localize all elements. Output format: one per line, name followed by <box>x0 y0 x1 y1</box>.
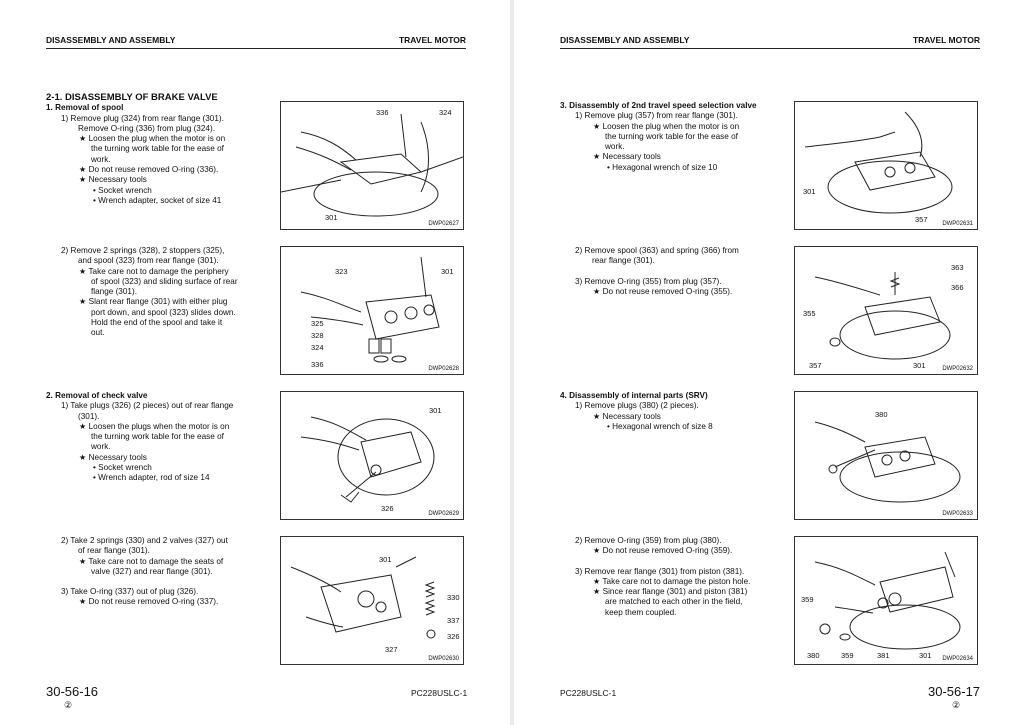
step-text-srv <box>560 391 782 432</box>
tool-line: • Socket wrench <box>93 185 152 195</box>
part-label: 323 <box>335 267 348 276</box>
note-line: ★ Necessary tools <box>79 452 147 462</box>
note-line: ★ Slant rear flange (301) with either plug <box>79 297 228 307</box>
step-line: 1) Remove plugs (380) (2 pieces). <box>575 401 699 411</box>
note-line: ★ Loosen the plugs when the motor is on <box>79 421 230 431</box>
note-line: ★ Take care not to damage the periphery <box>79 266 229 276</box>
figure-code: DWP02628 <box>428 366 459 372</box>
part-label: 363 <box>951 263 964 272</box>
figure-code: DWP02629 <box>428 511 459 517</box>
step-line: 3) Take O-ring (337) out of plug (326). <box>61 587 199 597</box>
note-line: ★ Take care not to damage the seats of <box>79 556 224 566</box>
step-text-spool-spring <box>560 246 782 297</box>
part-label: 301 <box>429 406 442 415</box>
subsection-heading: 3. Disassembly of 2nd travel speed selection valve <box>560 101 757 110</box>
part-label: 326 <box>447 632 460 641</box>
part-label: 381 <box>877 651 890 660</box>
part-label: 324 <box>439 108 452 117</box>
revision-mark: ② <box>952 700 961 710</box>
part-label: 336 <box>311 360 324 369</box>
note-line: ★ Loosen the plug when the motor is on <box>593 121 740 131</box>
illustration <box>795 102 977 229</box>
tool-line: • Hexagonal wrench of size 10 <box>607 162 718 172</box>
note-line: of spool (323) and sliding surface of rear <box>91 276 238 286</box>
tool-line: • Hexagonal wrench of size 8 <box>607 421 713 431</box>
step-line: (301). <box>78 411 100 421</box>
illustration <box>281 102 463 229</box>
illustration <box>795 247 977 374</box>
note-line: port down, and spool (323) slides down. <box>91 307 236 317</box>
header-section-title: DISASSEMBLY AND ASSEMBLY <box>560 35 690 45</box>
part-label: 301 <box>919 651 932 660</box>
part-label: 301 <box>803 187 816 196</box>
step-text-check-valve <box>46 391 268 484</box>
note-line: ★ Necessary tools <box>79 175 147 185</box>
figure-dwp02627 <box>280 101 464 230</box>
step-line: of rear flange (301). <box>78 546 150 556</box>
note-line: valve (327) and rear flange (301). <box>91 566 213 576</box>
step-text-speed-valve <box>560 101 782 173</box>
part-label: 301 <box>379 555 392 564</box>
model-code: PC228USLC-1 <box>560 688 617 698</box>
note-line: ★ Do not reuse removed O-ring (359). <box>593 546 733 556</box>
subsection-heading: 4. Disassembly of internal parts (SRV) <box>560 391 708 400</box>
note-line: ★ Necessary tools <box>593 411 661 421</box>
note-line: ★ Since rear flange (301) and piston (381) <box>593 587 748 597</box>
part-label: 301 <box>913 361 926 370</box>
step-line: rear flange (301). <box>592 256 655 266</box>
part-label: 359 <box>841 651 854 660</box>
step-line: 2) Take 2 springs (330) and 2 valves (327) out <box>61 536 228 545</box>
figure-dwp02633 <box>794 391 978 520</box>
step-line: 1) Remove plug (324) from rear flange (301). <box>61 113 224 123</box>
note-line: ★ Necessary tools <box>593 152 661 162</box>
step-text-rear-flange <box>560 536 782 618</box>
page-number: 30-56-17 <box>928 684 981 699</box>
figure-code: DWP02633 <box>942 511 973 517</box>
part-label: 324 <box>311 343 324 352</box>
illustration <box>795 537 977 664</box>
figure-dwp02634 <box>794 536 978 665</box>
part-label: 355 <box>803 309 816 318</box>
tool-line: • Socket wrench <box>93 463 152 473</box>
section-heading: 2-1. DISASSEMBLY OF BRAKE VALVE <box>46 92 218 103</box>
note-line: flange (301). <box>91 287 137 297</box>
note-line: the turning work table for the ease of <box>91 144 224 154</box>
part-label: 380 <box>875 410 888 419</box>
step-line: 2) Remove spool (363) and spring (366) from <box>575 246 739 255</box>
page-header <box>46 34 466 49</box>
step-text-spool <box>46 246 268 339</box>
part-label: 301 <box>441 267 454 276</box>
page-header <box>560 34 980 49</box>
figure-dwp02628 <box>280 246 464 375</box>
part-label: 328 <box>311 331 324 340</box>
part-label: 359 <box>801 595 814 604</box>
step-line: 3) Remove O-ring (355) from plug (357). <box>575 276 722 286</box>
left-page <box>0 0 510 725</box>
note-line: ★ Do not reuse removed O-ring (337). <box>79 597 219 607</box>
subsection-heading: 2. Removal of check valve <box>46 391 148 400</box>
step-text-brake-valve <box>46 93 268 206</box>
step-line: 2) Remove 2 springs (328), 2 stoppers (325), <box>61 246 225 255</box>
right-page <box>514 0 1024 725</box>
step-line: 2) Remove O-ring (359) from plug (380). <box>575 536 722 545</box>
figure-code: DWP02630 <box>428 656 459 662</box>
figure-dwp02629 <box>280 391 464 520</box>
note-line: are matched to each other in the field, <box>605 597 743 607</box>
part-label: 380 <box>807 651 820 660</box>
part-label: 357 <box>809 361 822 370</box>
part-label: 366 <box>951 283 964 292</box>
figure-code: DWP02634 <box>942 656 973 662</box>
revision-mark: ② <box>64 700 73 710</box>
part-label: 330 <box>447 593 460 602</box>
note-line: Hold the end of the spool and take it <box>91 318 223 328</box>
step-line: 3) Remove rear flange (301) from piston (381). <box>575 566 745 576</box>
step-line: 1) Remove plug (357) from rear flange (301). <box>575 111 738 121</box>
illustration <box>281 537 463 664</box>
model-code: PC228USLC-1 <box>411 688 468 698</box>
note-line: work. <box>605 142 625 152</box>
figure-code: DWP02631 <box>942 221 973 227</box>
step-line: 1) Take plugs (326) (2 pieces) out of rear flange <box>61 401 234 411</box>
part-label: 357 <box>915 215 928 224</box>
figure-code: DWP02632 <box>942 366 973 372</box>
step-line: Remove O-ring (336) from plug (324). <box>78 123 215 133</box>
figure-dwp02632 <box>794 246 978 375</box>
part-label: 337 <box>447 616 460 625</box>
note-line: work. <box>91 442 111 452</box>
header-section-title: DISASSEMBLY AND ASSEMBLY <box>46 35 176 45</box>
note-line: ★ Take care not to damage the piston hole. <box>593 576 751 586</box>
illustration <box>281 247 463 374</box>
part-label: 301 <box>325 213 338 222</box>
note-line: keep them coupled. <box>605 607 677 617</box>
header-chapter-title: TRAVEL MOTOR <box>398 35 466 45</box>
note-line: the turning work table for the ease of <box>91 432 224 442</box>
note-line: ★ Do not reuse removed O-ring (336). <box>79 165 219 175</box>
figure-dwp02631 <box>794 101 978 230</box>
part-label: 327 <box>385 645 398 654</box>
note-line: ★ Do not reuse removed O-ring (355). <box>593 286 733 296</box>
note-line: work. <box>91 154 111 164</box>
step-text-springs-valves <box>46 536 268 608</box>
note-line: out. <box>91 328 105 338</box>
part-label: 326 <box>381 504 394 513</box>
tool-line: • Wrench adapter, rod of size 14 <box>93 473 210 483</box>
note-line: ★ Loosen the plug when the motor is on <box>79 134 226 144</box>
header-chapter-title: TRAVEL MOTOR <box>912 35 980 45</box>
step-line: and spool (323) from rear flange (301). <box>78 256 219 266</box>
part-label: 325 <box>311 319 324 328</box>
part-label: 336 <box>376 108 389 117</box>
figure-code: DWP02627 <box>428 221 459 227</box>
figure-dwp02630 <box>280 536 464 665</box>
page-number: 30-56-16 <box>46 684 99 699</box>
note-line: the turning work table for the ease of <box>605 131 738 141</box>
subsection-heading: 1. Removal of spool <box>46 103 124 113</box>
tool-line: • Wrench adapter, socket of size 41 <box>93 195 222 205</box>
